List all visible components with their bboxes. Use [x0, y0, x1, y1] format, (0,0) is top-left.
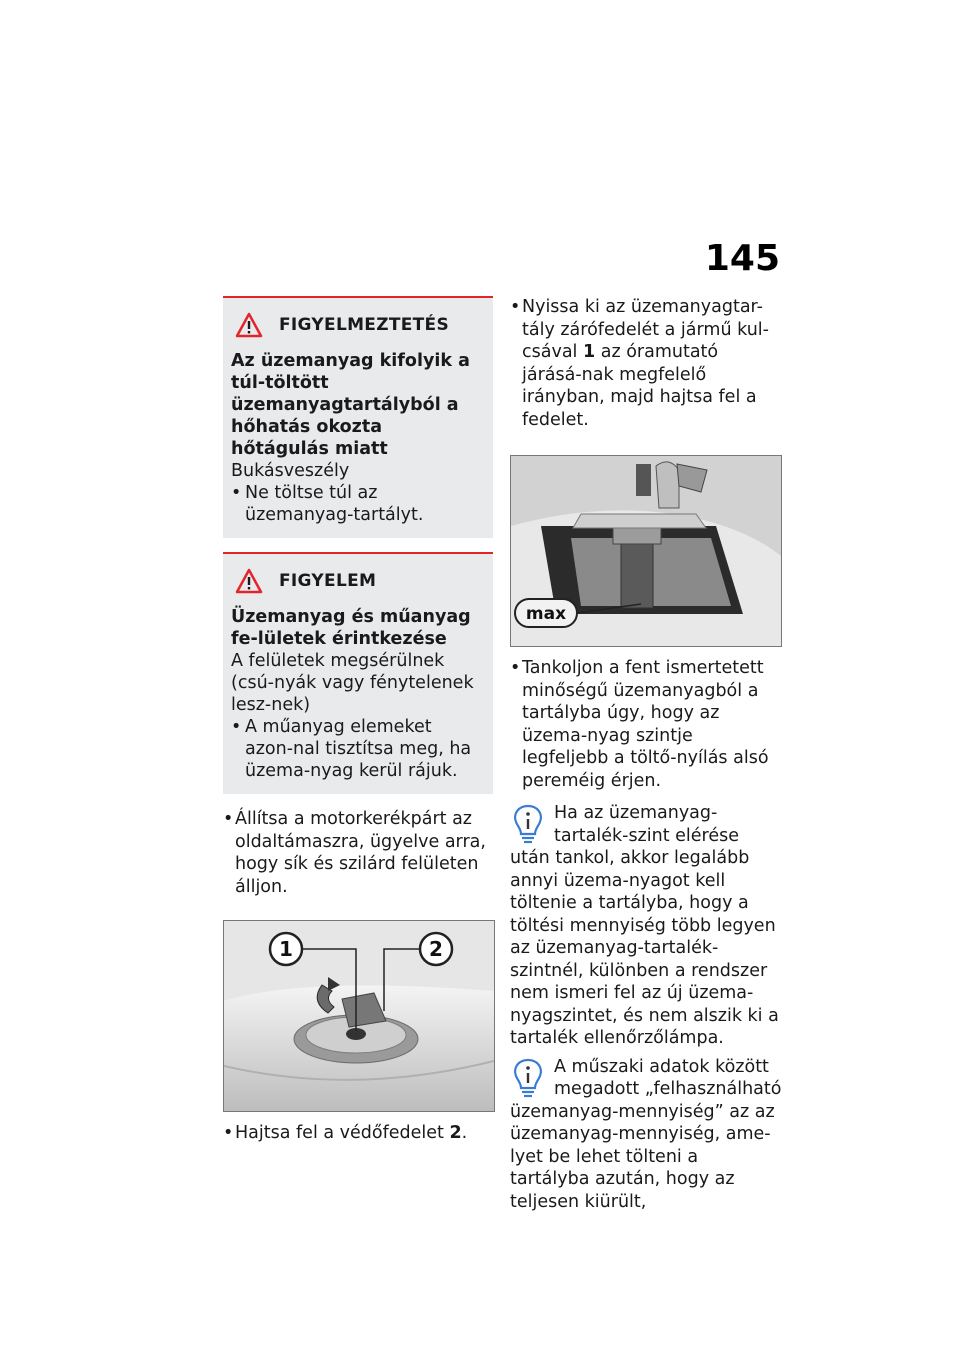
step-text: az óramutató járásá-nak megfelelő irányban, majd hajtsa fel a fedelet. — [522, 342, 757, 430]
warning-title: FIGYELMEZTETÉS — [279, 315, 449, 335]
step-text: Hajtsa fel a védőfedelet — [235, 1123, 450, 1143]
step-text-end: . — [461, 1123, 468, 1143]
instruction-step — [223, 1122, 493, 1145]
info-note — [510, 1056, 782, 1214]
right-column — [510, 296, 782, 1219]
warning-consequence: Bukásveszély — [231, 461, 350, 481]
callout-1: 1 — [279, 937, 293, 961]
warning-subject: Az üzemanyag kifolyik a túl-töltött üzemanyagtartályból a hőhatás okozta hőtágulás miatt — [231, 351, 470, 459]
page-number: 145 — [704, 238, 780, 279]
step-reference: 2 — [449, 1123, 462, 1143]
step-text: Tankoljon a fent ismertetett minőségű üzemanyagból a tartályba úgy, hogy az üzema-nyag szintje legfeljebb a töltő-nyílás alsó pereméig érjen. — [522, 658, 769, 791]
warning-triangle-icon — [235, 568, 263, 594]
caution-action: • A műanyag elemeket azon-nal tisztítsa meg, ha üzema-nyag kerül rájuk. — [231, 716, 483, 782]
filler-neck-illustration — [510, 455, 782, 647]
warning-triangle-icon — [235, 312, 263, 338]
caution-subject: Üzemanyag és műanyag fe-lületek érintkezése — [231, 607, 471, 649]
tank-cap-figure — [224, 921, 494, 1111]
bullet-dot: • — [510, 658, 521, 678]
callout-2: 2 — [429, 937, 443, 961]
info-text: Ha az üzemanyag-tartalék-szint elérése után tankol, akkor legalább annyi üzema-nyagot kell töltenie a tartályba, hogy a töltési mennyiség több legyen az üzemanyag-tartalék-szintnél, különben a rendszer nem ismeri fel az új üzema-nyagszintet, és nem alszik ki a tartalék ellenőrzőlámpa. — [510, 803, 779, 1048]
caution-consequence: A felületek megsérülnek (csú-nyák vagy fénytelenek lesz-nek) — [231, 651, 474, 715]
caution-header — [231, 568, 483, 594]
warning-action: • Ne töltse túl az üzemanyag-tartályt. — [231, 482, 483, 526]
info-note — [510, 802, 782, 1050]
step-text: Állítsa a motorkerékpárt az oldaltámaszra, ügyelve arra, hogy sík és szilárd felületen álljon. — [235, 809, 486, 897]
bullet-dot: • — [223, 809, 234, 829]
step-text: Nyissa ki az üzemanyagtar-tály zárófedelét a jármű kul-csával — [522, 297, 769, 362]
caution-box — [223, 552, 493, 794]
bullet-dot: • — [223, 1123, 234, 1143]
bullet-dot: • — [510, 297, 521, 317]
instruction-step — [510, 657, 782, 792]
caution-title: FIGYELEM — [279, 571, 377, 591]
left-column — [223, 296, 493, 1155]
filler-neck-figure — [511, 456, 781, 646]
info-text: A műszaki adatok között megadott „felhasználható üzemanyag-mennyiség” az az üzemanyag-mennyiség, ame-lyet be lehet tölteni a tartályba azután, hogy az teljesen kiürült, — [510, 1056, 782, 1212]
max-label: max — [525, 604, 567, 624]
step-reference: 1 — [582, 342, 596, 362]
instruction-step — [223, 808, 493, 898]
info-lightbulb-icon — [510, 804, 546, 844]
warning-box — [223, 296, 493, 538]
warning-header — [231, 312, 483, 338]
fuel-cap-illustration — [223, 920, 495, 1112]
instruction-step — [510, 296, 782, 431]
info-lightbulb-icon — [510, 1058, 546, 1098]
